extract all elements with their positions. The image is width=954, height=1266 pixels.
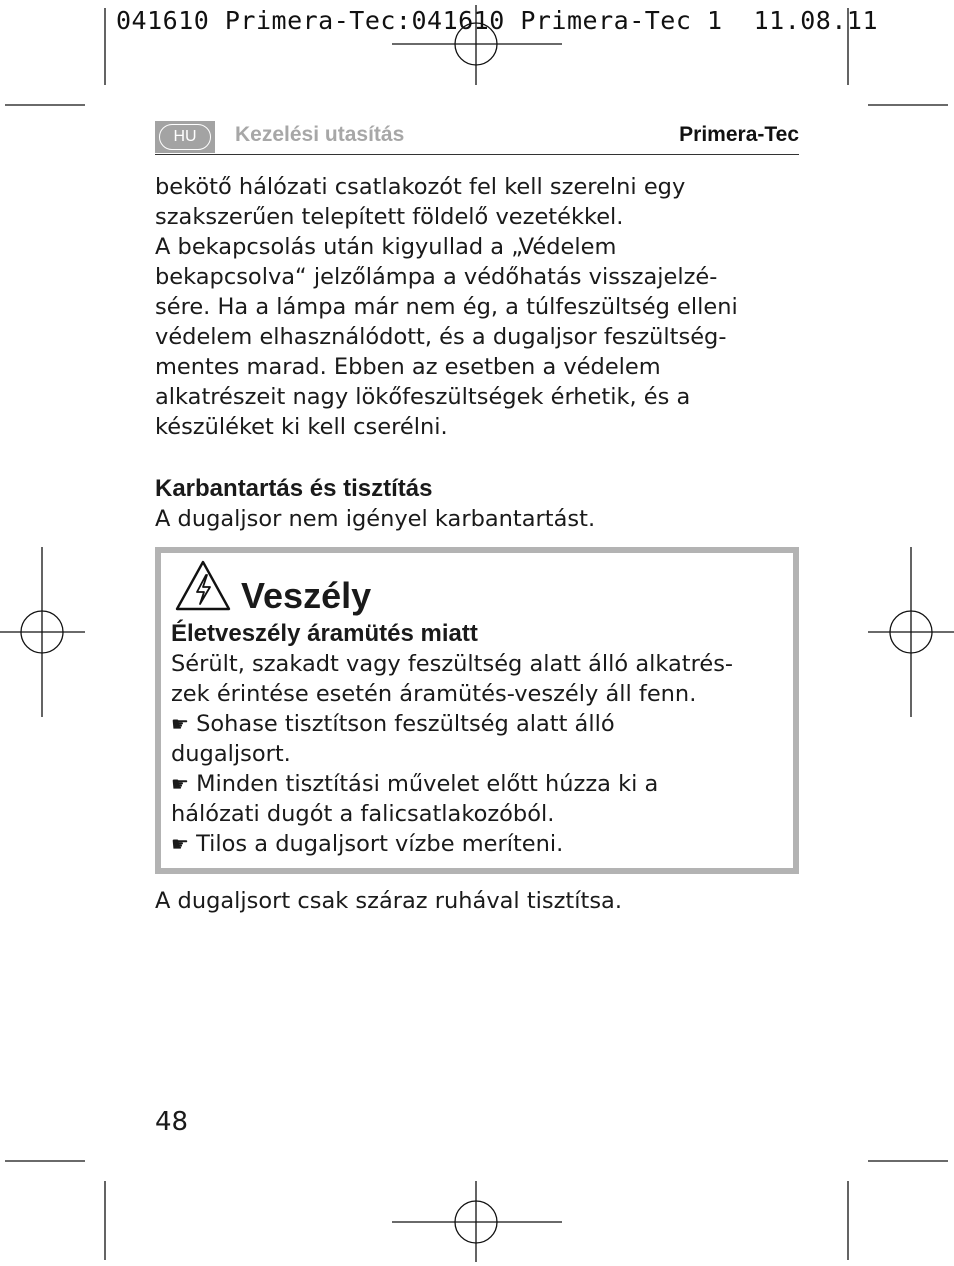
body-line: szakszerűen telepített földelő vezetékkel. <box>155 204 624 230</box>
danger-warning-box <box>155 547 799 874</box>
danger-bullet <box>171 769 791 799</box>
page-header <box>155 118 799 155</box>
maintenance-text: A dugaljsor nem igényel karbantartást. <box>155 506 596 532</box>
body-paragraph <box>155 172 805 442</box>
body-line: bekapcsolva“ jelzőlámpa a védőhatás visszajelzé- <box>155 264 718 290</box>
printer-slug: 041610 Primera-Tec:041610 Primera-Tec 1 11.08.11 <box>116 6 879 35</box>
danger-bullet-text: Sohase tisztítson feszültség alatt álló <box>196 711 615 737</box>
page-number: 48 <box>155 1107 189 1137</box>
danger-line: Sérült, szakadt vagy feszültség alatt álló alkatrés- <box>171 651 734 677</box>
danger-bullet-continuation: dugaljsort. <box>171 741 291 767</box>
cleaning-instruction: A dugaljsort csak száraz ruhával tisztítsa. <box>155 888 622 914</box>
danger-title: Veszély <box>241 575 372 616</box>
maintenance-heading: Karbantartás és tisztítás <box>155 475 433 502</box>
danger-bullet <box>171 709 791 739</box>
body-line: A bekapcsolás után kigyullad a „Védelem <box>155 234 617 260</box>
header-brand: Primera-Tec <box>679 123 799 146</box>
body-line: készüléket ki kell cserélni. <box>155 414 448 440</box>
body-line: védelem elhasználódott, és a dugaljsor feszültség- <box>155 324 727 350</box>
body-line: bekötő hálózati csatlakozót fel kell szerelni egy <box>155 174 686 200</box>
language-badge-label: HU <box>159 124 211 150</box>
danger-subtitle: Életveszély áramütés miatt <box>171 620 478 647</box>
danger-bullet-continuation: hálózati dugót a falicsatlakozóból. <box>171 801 555 827</box>
body-line: mentes marad. Ebben az esetben a védelem <box>155 354 661 380</box>
pointing-hand-icon: ☛ <box>171 832 189 856</box>
pointing-hand-icon: ☛ <box>171 712 189 736</box>
danger-body <box>171 649 791 859</box>
danger-line: zek érintése esetén áramütés-veszély áll fenn. <box>171 681 697 707</box>
header-title: Kezelési utasítás <box>235 123 405 146</box>
body-line: sére. Ha a lámpa már nem ég, a túlfeszültség elleni <box>155 294 738 320</box>
language-badge <box>155 121 215 153</box>
body-line: alkatrészeit nagy lökőfeszültségek érhetik, és a <box>155 384 691 410</box>
danger-bullet <box>171 829 791 859</box>
electric-hazard-icon <box>174 559 232 613</box>
danger-bullet-text: Minden tisztítási művelet előtt húzza ki a <box>196 771 659 797</box>
danger-bullet-text: Tilos a dugaljsort vízbe meríteni. <box>196 831 564 857</box>
pointing-hand-icon: ☛ <box>171 772 189 796</box>
